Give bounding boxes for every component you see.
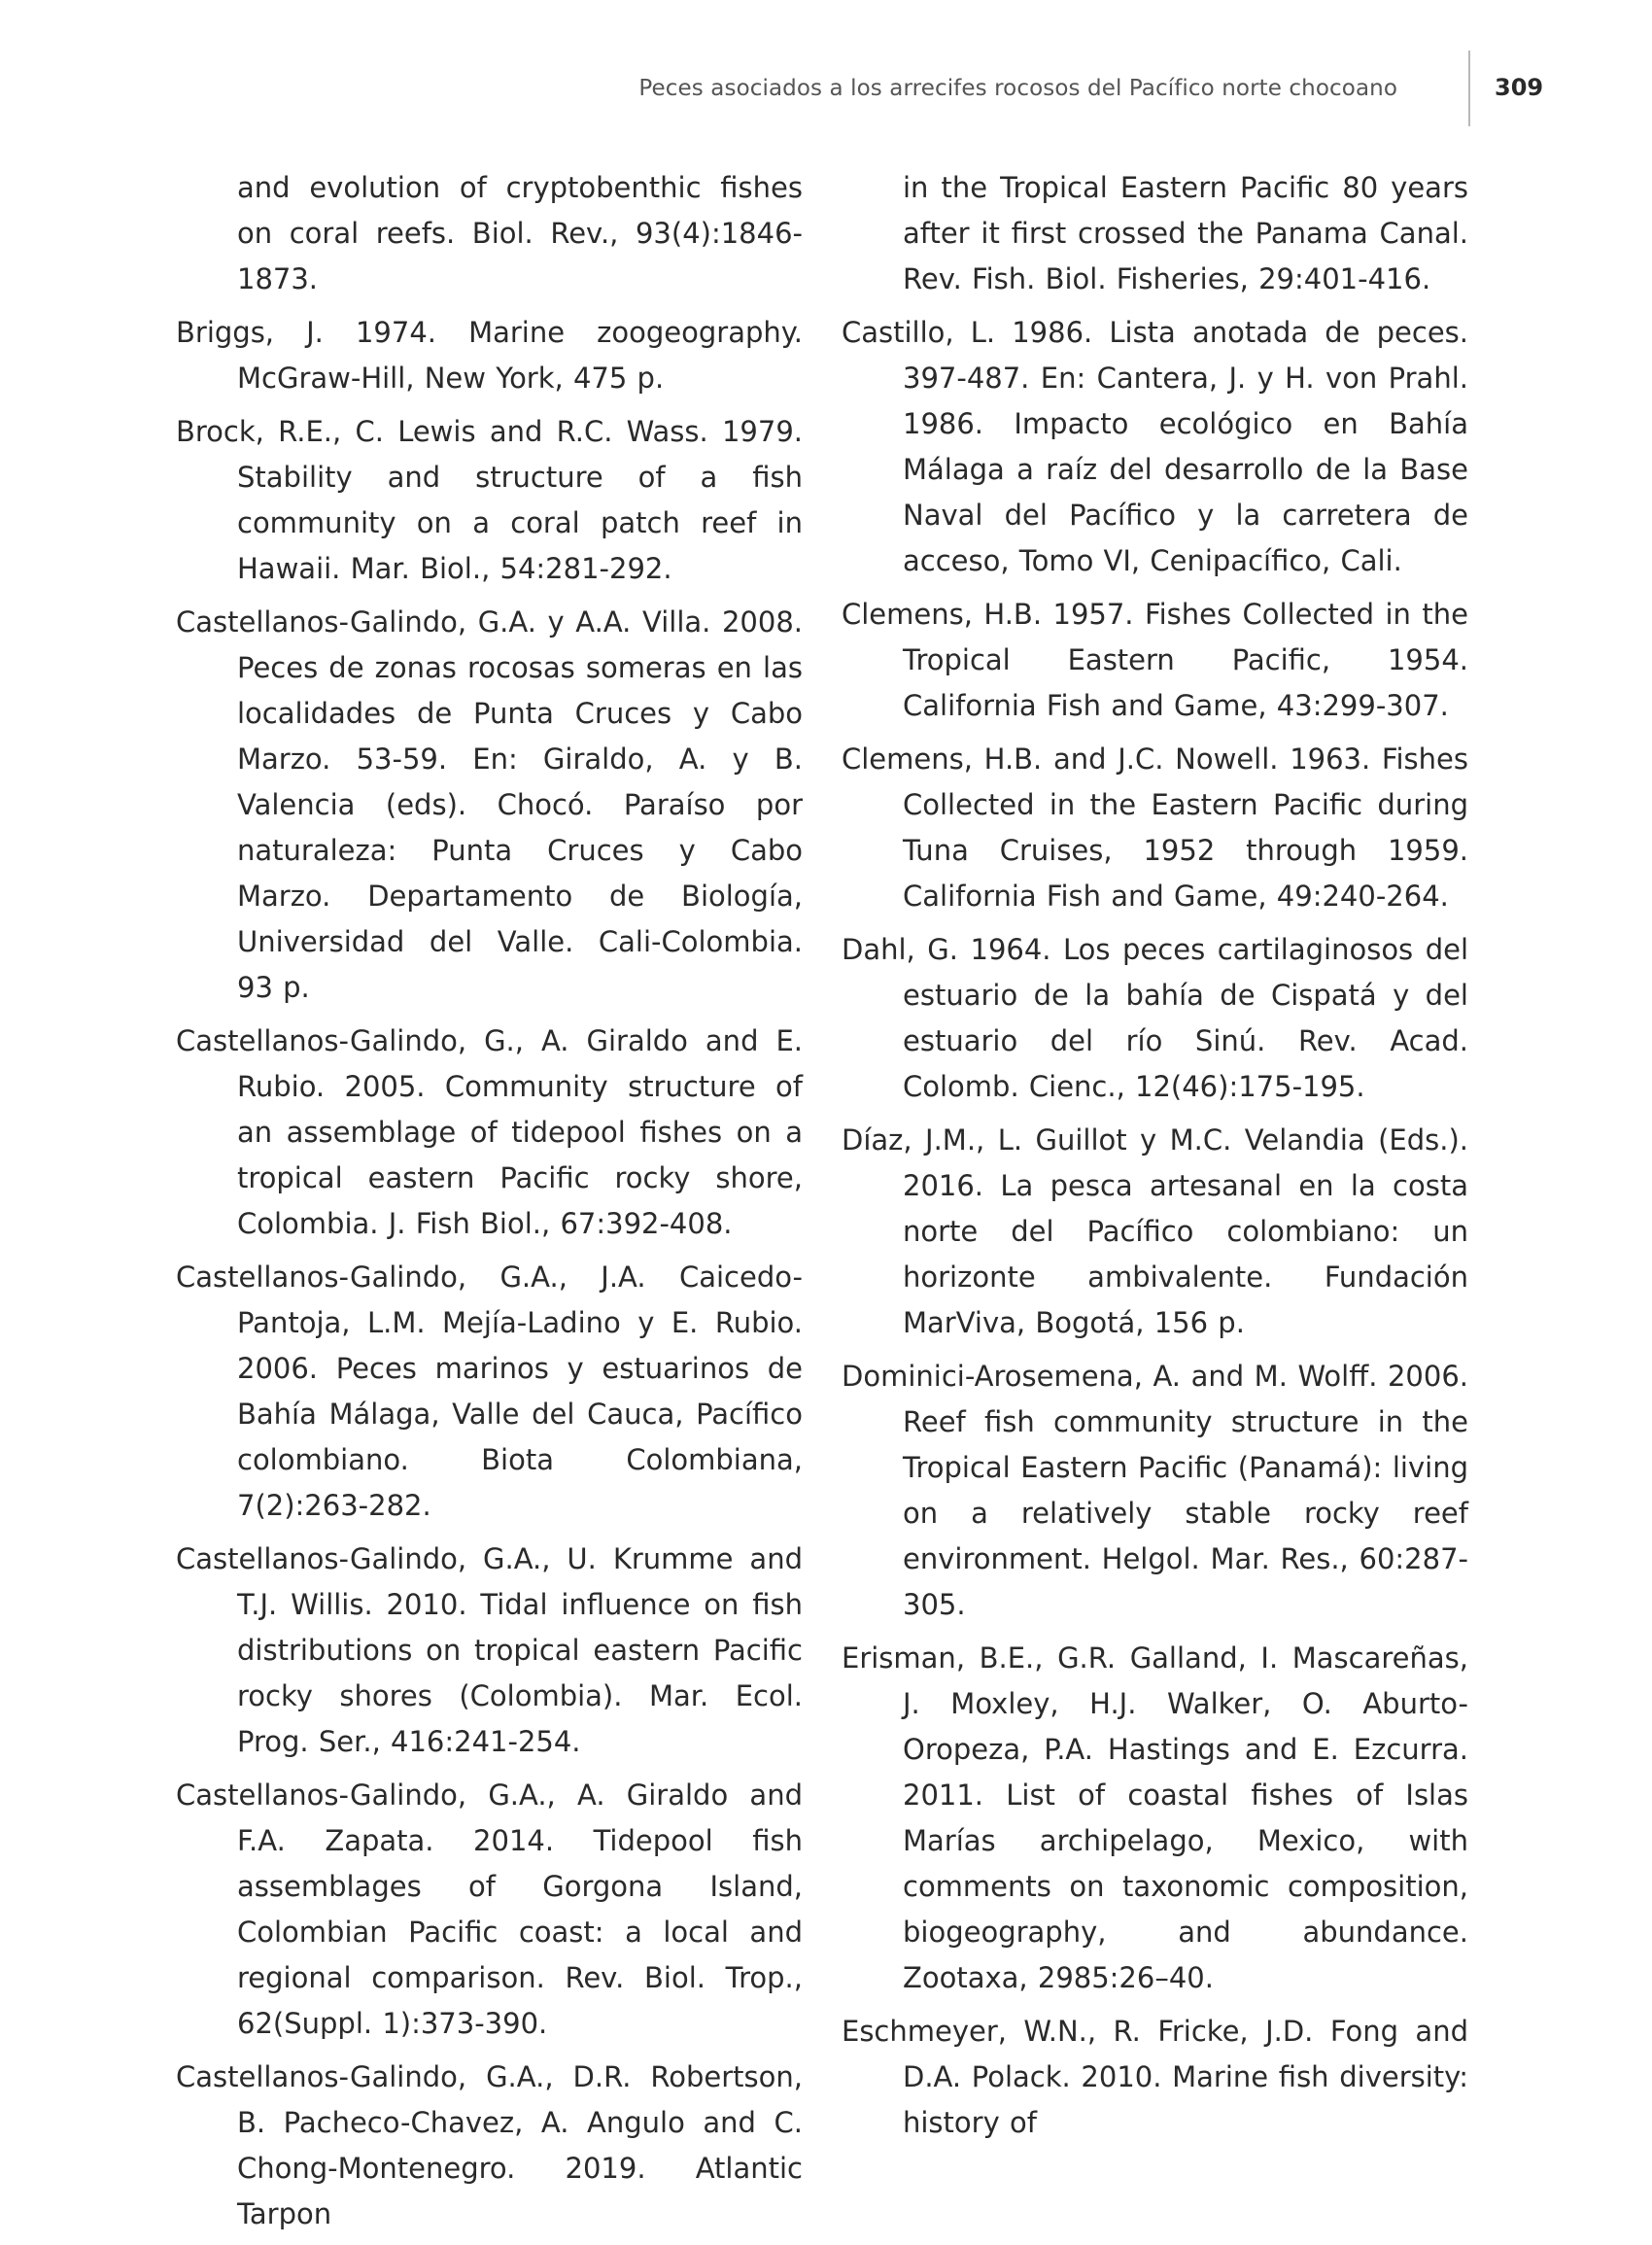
header-divider <box>1468 51 1470 126</box>
reference-entry: Castellanos-Galindo, G.A. y A.A. Villa. 2008. Peces de zonas rocosas someras en las localidades de Punta Cruces y Cabo Marzo. 53-59. En: Giraldo, A. y B. Valencia (eds). Chocó. Paraíso por naturaleza: Punta Cruces y Cabo Marzo. Departamento de Biología, Universidad del Valle. Cali-Colombia. 93 p. <box>176 605 803 1004</box>
reference-entry: Castellanos-Galindo, G.A., U. Krumme and T.J. Willis. 2010. Tidal influence on fish distributions on tropical eastern Pacific rocky shores (Colombia). Mar. Ecol. Prog. Ser., 416:241-254. <box>176 1542 803 1758</box>
running-header: Peces asociados a los arrecifes rocosos del Pacífico norte chocoano <box>638 76 1397 101</box>
reference-entry: Eschmeyer, W.N., R. Fricke, J.D. Fong and D.A. Polack. 2010. Marine fish diversity: history of <box>842 2015 1468 2139</box>
reference-entry: Castillo, L. 1986. Lista anotada de peces. 397-487. En: Cantera, J. y H. von Prahl. 1986. Impacto ecológico en Bahía Málaga a raíz del desarrollo de la Base Naval del Pacífico y la carretera de acceso, Tomo VI, Cenipacífico, Cali. <box>842 316 1468 577</box>
references-left-column <box>176 165 803 2245</box>
page-number: 309 <box>1495 74 1544 101</box>
references-right-column <box>842 165 1468 2154</box>
reference-entry: Dahl, G. 1964. Los peces cartilaginosos del estuario de la bahía de Cispatá y del estuario del río Sinú. Rev. Acad. Colomb. Cienc., 12(46):175-195. <box>842 933 1468 1103</box>
reference-entry: Castellanos-Galindo, G.A., J.A. Caicedo-Pantoja, L.M. Mejía-Ladino y E. Rubio. 2006. Peces marinos y estuarinos de Bahía Málaga, Valle del Cauca, Pacífico colombiano. Biota Colombiana, 7(2):263-282. <box>176 1261 803 1522</box>
reference-entry: Erisman, B.E., G.R. Galland, I. Mascareñas, J. Moxley, H.J. Walker, O. Aburto-Oropeza, P.A. Hastings and E. Ezcurra. 2011. List of coastal fishes of Islas Marías archipelago, Mexico, with comments on taxonomic composition, biogeography, and abundance. Zootaxa, 2985:26–40. <box>842 1641 1468 1994</box>
reference-entry: Clemens, H.B. and J.C. Nowell. 1963. Fishes Collected in the Eastern Pacific during Tuna Cruises, 1952 through 1959. California Fish and Game, 49:240-264. <box>842 743 1468 913</box>
reference-entry: Briggs, J. 1974. Marine zoogeography. McGraw-Hill, New York, 475 p. <box>176 316 803 395</box>
reference-entry: Díaz, J.M., L. Guillot y M.C. Velandia (Eds.). 2016. La pesca artesanal en la costa norte del Pacífico colombiano: un horizonte ambivalente. Fundación MarViva, Bogotá, 156 p. <box>842 1123 1468 1339</box>
reference-entry: Castellanos-Galindo, G.A., A. Giraldo and F.A. Zapata. 2014. Tidepool fish assemblages of Gorgona Island, Colombian Pacific coast: a local and regional comparison. Rev. Biol. Trop., 62(Suppl. 1):373-390. <box>176 1779 803 2040</box>
reference-entry: Castellanos-Galindo, G.A., D.R. Robertson, B. Pacheco-Chavez, A. Angulo and C. Chong-Montenegro. 2019. Atlantic Tarpon <box>176 2060 803 2230</box>
reference-entry: Clemens, H.B. 1957. Fishes Collected in the Tropical Eastern Pacific, 1954. California Fish and Game, 43:299-307. <box>842 598 1468 722</box>
reference-entry: Brock, R.E., C. Lewis and R.C. Wass. 1979. Stability and structure of a fish community on a coral patch reef in Hawaii. Mar. Biol., 54:281-292. <box>176 415 803 585</box>
reference-entry: Dominici-Arosemena, A. and M. Wolff. 2006. Reef fish community structure in the Tropical Eastern Pacific (Panamá): living on a relatively stable rocky reef environment. Helgol. Mar. Res., 60:287-305. <box>842 1360 1468 1621</box>
reference-entry: in the Tropical Eastern Pacific 80 years after it first crossed the Panama Canal. Rev. Fish. Biol. Fisheries, 29:401-416. <box>903 171 1468 295</box>
reference-entry: and evolution of cryptobenthic fishes on coral reefs. Biol. Rev., 93(4):1846-1873. <box>237 171 803 295</box>
reference-entry: Castellanos-Galindo, G., A. Giraldo and E. Rubio. 2005. Community structure of an assemblage of tidepool fishes on a tropical eastern Pacific rocky shore, Colombia. J. Fish Biol., 67:392-408. <box>176 1024 803 1240</box>
